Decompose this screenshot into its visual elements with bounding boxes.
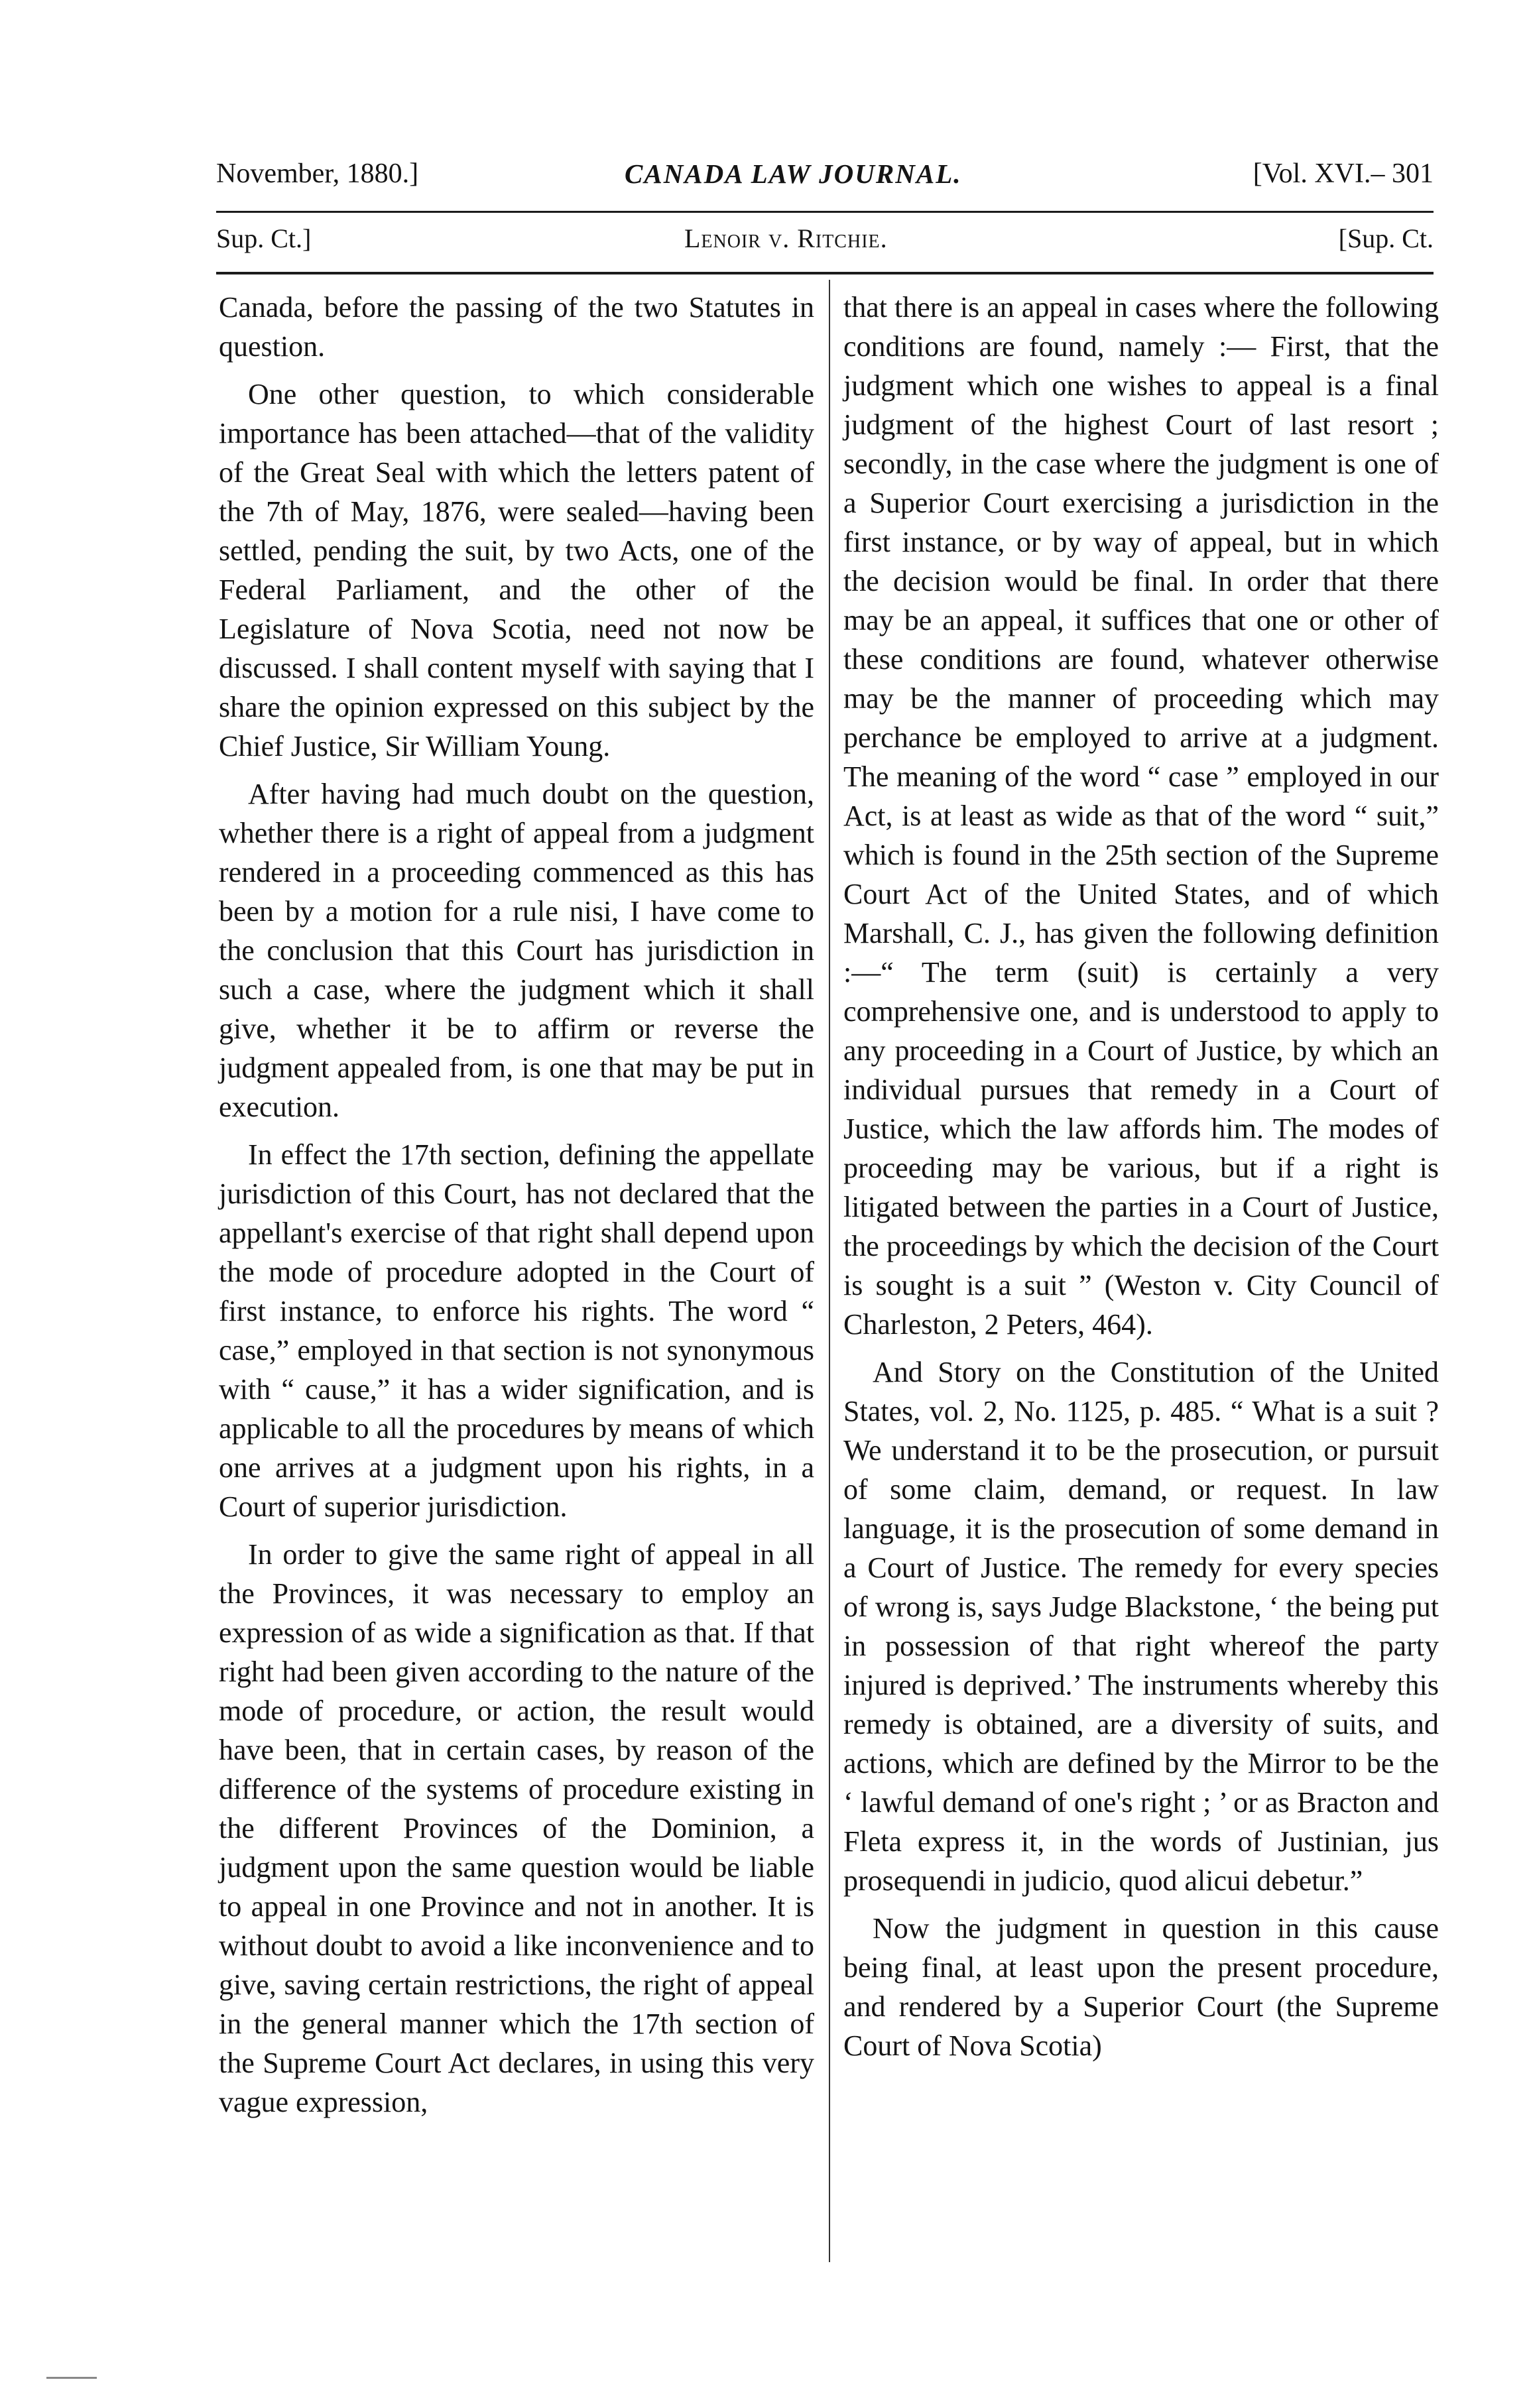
- court-label-right: [Sup. Ct.: [1338, 223, 1434, 253]
- paragraph: In effect the 17th section, defining the appellate jurisdiction of this Court, has not declared that the appellant's exercise of that right shall depend upon the mode of procedure adopted in the Court of first instance, to enforce his rights. The word “ case,” employed in that section is not synonymous with “ cause,” it has a wider signification, and is applicable to all the procedures by means of which one arrives at a judgment upon his rights, in a Court of superior jurisdiction.: [219, 1138, 814, 1523]
- journal-title: CANADA LAW JOURNAL.: [625, 158, 962, 189]
- running-header: [216, 158, 1434, 204]
- case-title: Lenoir v. Ritchie.: [684, 223, 888, 253]
- paragraph: Canada, before the passing of the two Statutes in question.: [219, 291, 814, 363]
- header-date: November, 1880.]: [216, 158, 419, 189]
- volume-page-number: [Vol. XVI.– 301: [1253, 158, 1434, 189]
- paragraph: After having had much doubt on the question, whether there is a right of appeal from a judgment rendered in a proceeding commenced as this has been by a motion for a rule nisi, I have come to the conclusion that this Court has jurisdiction in such a case, where the judgment which it shall give, whether it be to affirm or reverse the judgment appealed from, is one that may be put in execution.: [219, 778, 814, 1123]
- case-header-rule: [216, 272, 1434, 274]
- court-label-left: Sup. Ct.]: [216, 223, 312, 253]
- left-column: [219, 288, 814, 2130]
- header-rule: [216, 211, 1434, 213]
- paragraph: In order to give the same right of appeal in all the Provinces, it was necessary to employ an expression of as wide a signification as that. If that right had been given according to the nature of the mode of procedure, or action, the result would have been, that in certain cases, by reason of the difference of the systems of procedure existing in the different Provinces of the Dominion, a judgment upon the same question would be liable to appeal in one Province and not in another. It is without doubt to avoid a like inconvenience and to give, saving certain restrictions, the right of appeal in the general manner which the 17th section of the Supreme Court Act declares, in using this very vague expression,: [219, 1538, 814, 2118]
- case-header: [216, 223, 1434, 263]
- paragraph: Now the judgment in question in this cause being final, at least upon the present procedure, and rendered by a Superior Court (the Supreme Court of Nova Scotia): [843, 1912, 1439, 2062]
- paragraph: that there is an appeal in cases where the following conditions are found, namely :— First, that the judgment which one wishes to appeal is a final judgment of the highest Court of last resort ; secondly, in the case where the judgment is one of a Superior Court exercising a jurisdiction in the first instance, or by way of appeal, but in which the decision would be final. In order that there may be an appeal, it suffices that one or other of these conditions are found, whatever otherwise may be the manner of proceeding which may perchance be employed to arrive at a judgment. The meaning of the word “ case ” employed in our Act, is at least as wide as that of the word “ suit,” which is found in the 25th section of the Supreme Court Act of the United States, and of which Marshall, C. J., has given the following definition :—“ The term (suit) is certainly a very comprehensive one, and is understood to apply to any proceeding in a Court of Justice, by which an individual pursues that remedy in a Court of Justice, which the law affords him. The modes of proceeding may be various, but if a right is litigated between the parties in a Court of Justice, the proceedings by which the decision of the Court is sought is a suit ” (Weston v. City Council of Charleston, 2 Peters, 464).: [843, 291, 1439, 1341]
- page-edge-mark: [46, 2377, 97, 2379]
- paragraph: And Story on the Constitution of the United States, vol. 2, No. 1125, p. 485. “ What is a suit ? We understand it to be the prosecution, or pursuit of some claim, demand, or request. In law language, it is the prosecution of some demand in a Court of Justice. The remedy for every species of wrong is, says Judge Blackstone, ‘ the being put in possession of that right whereof the party injured is deprived.’ The instruments whereby this remedy is obtained, are a diversity of suits, and actions, which are defined by the Mirror to be the ‘ lawful demand of one's right ; ’ or as Bracton and Fleta express it, in the words of Justinian, jus prosequendi in judicio, quod alicui debetur.”: [843, 1356, 1439, 1897]
- paragraph: One other question, to which considerable importance has been attached—that of the validity of the Great Seal with which the letters patent of the 7th of May, 1876, were sealed—having been settled, pending the suit, by two Acts, one of the Federal Parliament, and the other of the Legislature of Nova Scotia, need not now be discussed. I shall content myself with saying that I share the opinion expressed on this subject by the Chief Justice, Sir William Young.: [219, 378, 814, 762]
- right-column: [843, 288, 1439, 2074]
- column-divider: [829, 280, 830, 2262]
